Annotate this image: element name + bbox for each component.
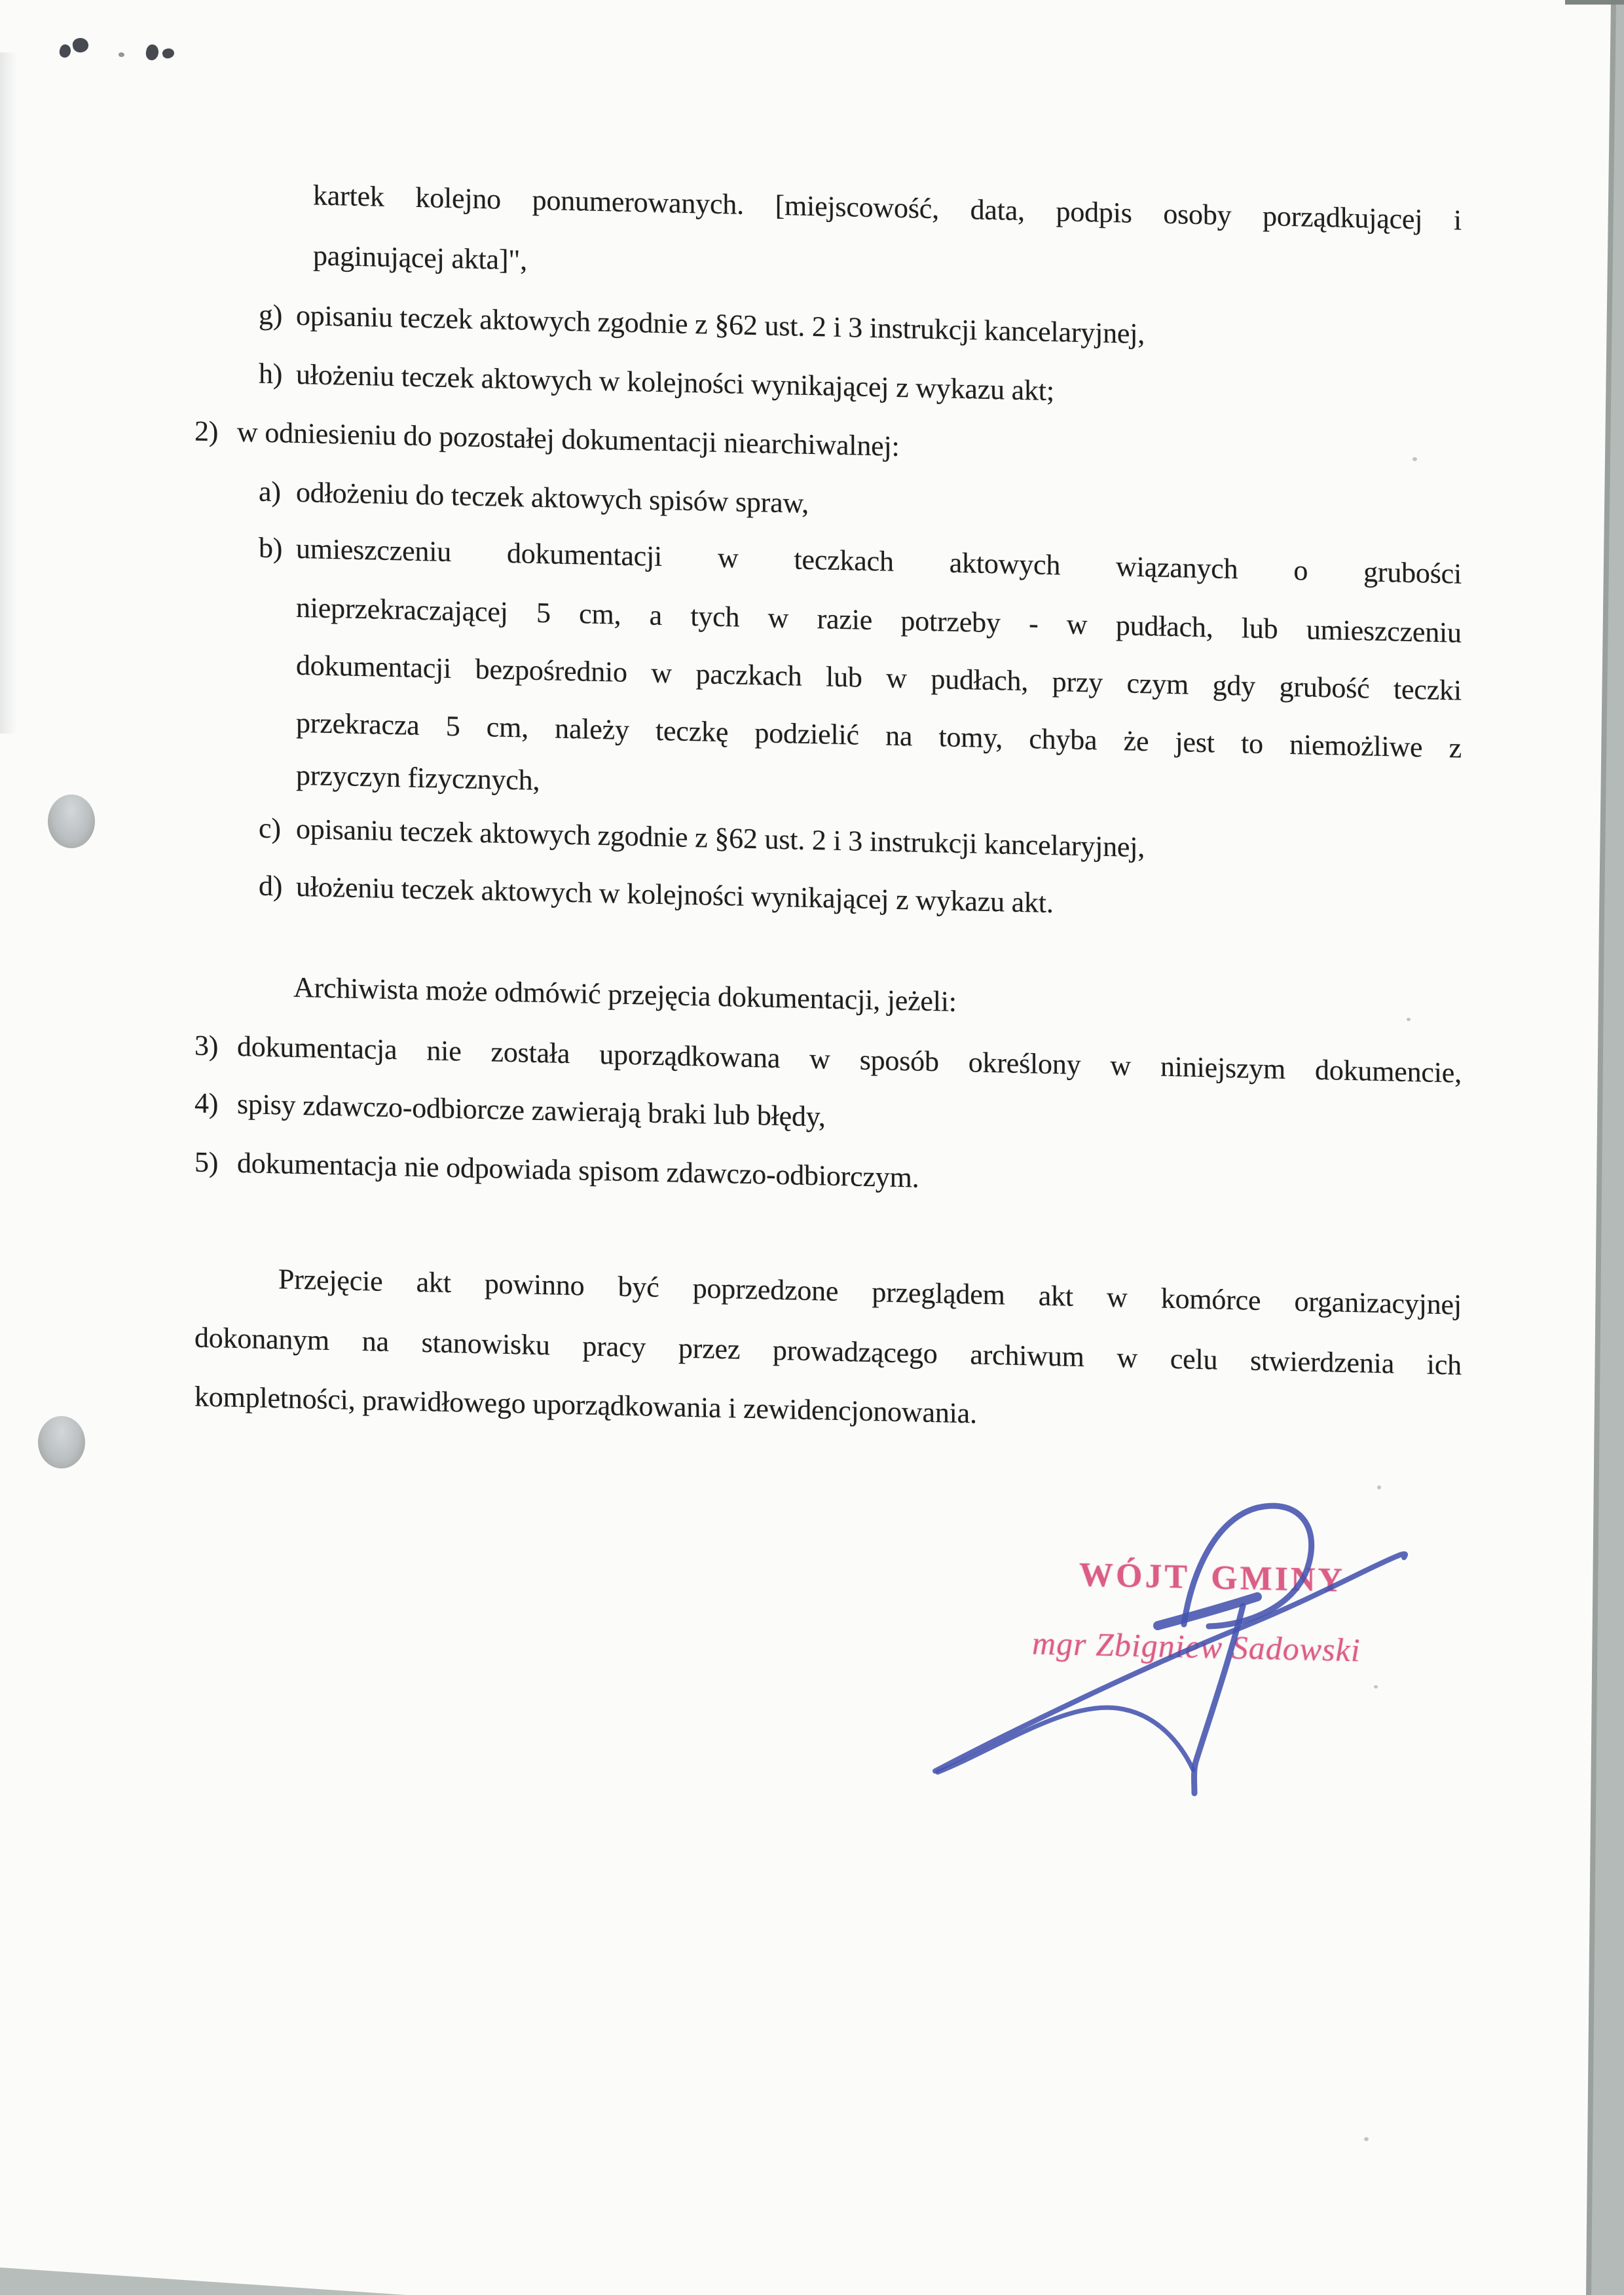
line-text: dokonanym na stanowisku pracy przez prowadzącego archiwum w celu stwierdzenia ich — [194, 1321, 1462, 1381]
line-text: ułożeniu teczek aktowych w kolejności wynikającej z wykazu akt. — [296, 870, 1054, 920]
line-text: odłożeniu do teczek aktowych spisów spraw, — [296, 476, 809, 519]
line-text: kompletności, prawidłowego uporządkowania i zewidencjonowania. — [194, 1380, 977, 1430]
line-text: paginującej akta]", — [313, 239, 527, 276]
list-marker: b) — [259, 531, 283, 565]
list-marker: h) — [259, 357, 283, 390]
signature-bottom-arc — [938, 1707, 1193, 1772]
list-marker: 3) — [194, 1029, 219, 1062]
line-text: przekracza 5 cm, należy teczkę podzielić na tomy, chyba że jest to niemożliwe z — [296, 706, 1462, 764]
line-text: ułożeniu teczek aktowych w kolejności wynikającej z wykazu akt; — [296, 358, 1054, 407]
line-text: kartek kolejno ponumerowanych. [miejscowość, data, podpis osoby porządkującej i — [313, 179, 1462, 236]
line-text: umieszczeniu dokumentacji w teczkach aktowych wiązanych o grubości — [296, 532, 1462, 590]
list-marker: a) — [259, 475, 281, 508]
line-text: przyczyn fizycznych, — [296, 758, 540, 796]
line-text: opisaniu teczek aktowych zgodnie z §62 ust. 2 i 3 instrukcji kancelaryjnej, — [296, 812, 1145, 864]
line-text: opisaniu teczek aktowych zgodnie z §62 ust. 2 i 3 instrukcji kancelaryjnej, — [296, 299, 1145, 350]
line-text: Archiwista może odmówić przejęcia dokumentacji, jeżeli: — [293, 971, 957, 1018]
stamp-title: WÓJT GMINY — [1079, 1556, 1346, 1599]
signature-descender — [1194, 1606, 1244, 1793]
line-text: w odniesieniu do pozostałej dokumentacji niearchiwalnej: — [237, 415, 900, 462]
line-text: spisy zdawczo-odbiorcze zawierają braki lub błędy, — [237, 1087, 826, 1133]
list-marker: c) — [259, 812, 281, 845]
line-text: dokumentacja nie odpowiada spisom zdawczo-odbiorczym. — [237, 1146, 919, 1194]
list-marker: 4) — [194, 1087, 219, 1120]
list-marker: 5) — [194, 1146, 219, 1179]
line-text: dokumentacja nie została uporządkowana w sposób określony w niniejszym dokumencie, — [237, 1030, 1462, 1089]
list-marker: 2) — [194, 415, 219, 448]
line-text: dokumentacji bezpośrednio w paczkach lub w pudłach, przy czym gdy grubość teczki — [296, 648, 1462, 707]
list-marker: g) — [259, 298, 283, 331]
line-text: Przejęcie akt powinno być poprzedzone przeglądem akt w komórce organizacyjnej — [278, 1263, 1462, 1321]
line-text: nieprzekraczającej 5 cm, a tych w razie potrzeby - w pudłach, lub umieszczeniu — [296, 591, 1462, 649]
stamp-name: mgr Zbigniew Sadowski — [1032, 1624, 1361, 1669]
list-marker: d) — [259, 869, 283, 903]
